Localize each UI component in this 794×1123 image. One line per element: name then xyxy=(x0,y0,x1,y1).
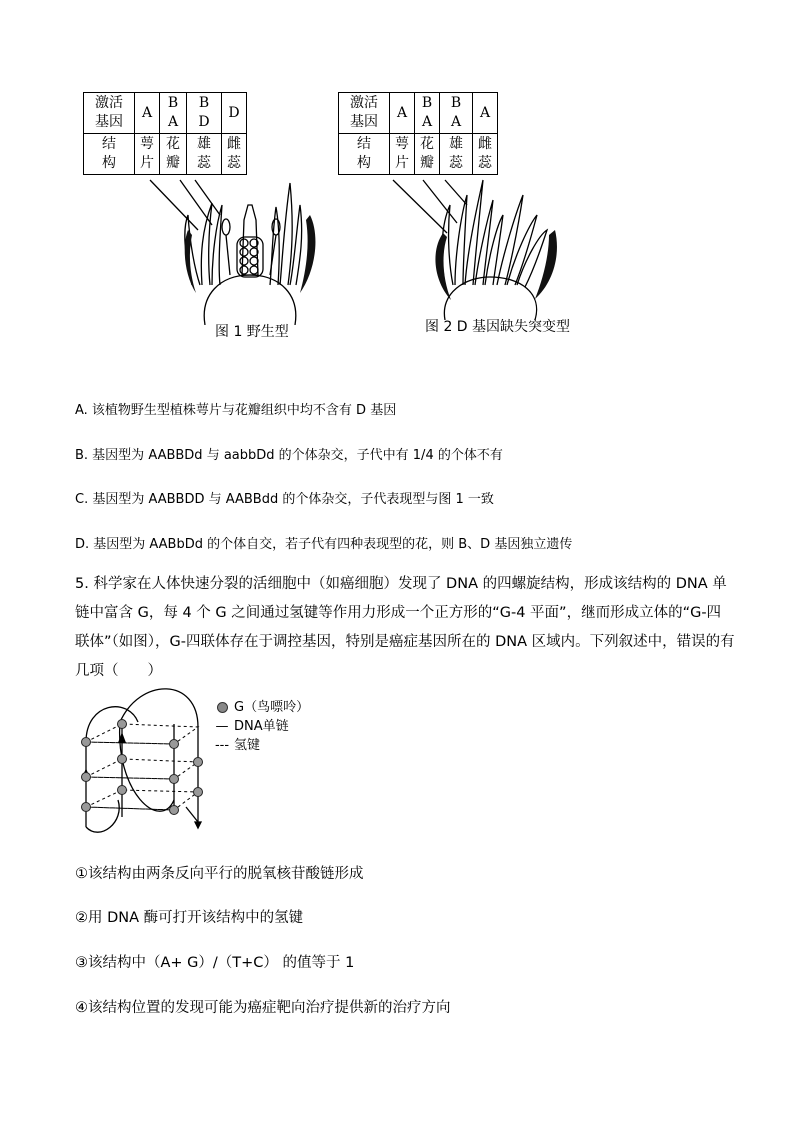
statement-4: ④该结构位置的发现可能为癌症靶向治疗提供新的治疗方向 xyxy=(75,1000,451,1016)
legend-hydrogen-bond xyxy=(214,734,260,753)
mutant-flower-illustration xyxy=(385,175,585,320)
question5-text: 5. 科学家在人体快速分裂的活细胞中（如癌细胞）发现了 DNA 的四螺旋结构，形成该结构的 DNA 单链中富含 G，每 4 个 G 之间通过氢键等作用力形成一个正方形的“G-4 平面”，继而形成立体的“G-四联体”（如图），G-四联体存在于调控基因，特别是癌症基因所在的 DNA 区域内。下列叙述中，错误的有几项（ ） xyxy=(75,576,735,679)
option-b: B. 基因型为 AABBDd 与 aabbDd 的个体杂交，子代中有 1/4 的个体不有 xyxy=(75,448,503,463)
figure2-structure-cell: 雌 蕊 xyxy=(473,134,498,175)
legend-hbond-label: 氢键 xyxy=(234,738,261,753)
dashed-line-icon: --- xyxy=(214,738,230,753)
figure1-caption: 图 1 野生型 xyxy=(215,324,289,340)
statement-2: ②用 DNA 酶可打开该结构中的氢键 xyxy=(75,910,304,926)
legend-guanine-label: G（鸟嘌呤） xyxy=(234,700,310,715)
statement-1: ①该结构由两条反向平行的脱氧核苷酸链形成 xyxy=(75,866,364,882)
g-quadruplex-diagram xyxy=(70,682,210,837)
statement-3: ③该结构中（A+ G）/（T+C） 的值等于 1 xyxy=(75,955,355,971)
figure1-structure-cell: 花 瓣 xyxy=(160,134,187,175)
figure1-row2-header: 结 构 xyxy=(84,134,135,175)
figure2-row1-header: 激活 基因 xyxy=(339,93,390,134)
figure2-gene-cell: A xyxy=(390,93,415,134)
option-c: C. 基因型为 AABBDD 与 AABBdd 的个体杂交，子代表现型与图 1 一致 xyxy=(75,492,494,507)
figure2-structure-cell: 花 瓣 xyxy=(415,134,440,175)
solid-line-icon: — xyxy=(215,719,229,734)
figure2-caption: 图 2 D 基因缺失突变型 xyxy=(425,319,571,335)
figure1-gene-cell: D xyxy=(222,93,247,134)
figure2-table xyxy=(338,92,498,175)
figure1-row1-header: 激活 基因 xyxy=(84,93,135,134)
figure2-gene-cell: A xyxy=(473,93,498,134)
figure1-structure-cell: 雄 蕊 xyxy=(187,134,222,175)
figure1-gene-cell: A xyxy=(135,93,160,134)
figure2-gene-cell: B A xyxy=(440,93,473,134)
guanine-dot-icon xyxy=(217,702,228,713)
figure1-gene-cell: B D xyxy=(187,93,222,134)
figure2-structure-cell: 萼 片 xyxy=(390,134,415,175)
option-a: A. 该植物野生型植株萼片与花瓣组织中均不含有 D 基因 xyxy=(75,403,397,418)
figure2-gene-cell: B A xyxy=(415,93,440,134)
legend-strand-label: DNA单链 xyxy=(234,719,289,734)
figure1-structure-cell: 雌 蕊 xyxy=(222,134,247,175)
figure2-row2-header: 结 构 xyxy=(339,134,390,175)
figure1-table xyxy=(83,92,247,175)
legend-dna-strand xyxy=(214,715,289,734)
wildtype-flower-illustration xyxy=(140,175,340,325)
figure1-gene-cell: B A xyxy=(160,93,187,134)
figure1-structure-cell: 萼 片 xyxy=(135,134,160,175)
legend-guanine xyxy=(214,696,309,715)
option-d: D. 基因型为 AABbDd 的个体自交，若子代有四种表现型的花，则 B、D 基因独立遗传 xyxy=(75,537,573,552)
figure2-structure-cell: 雄 蕊 xyxy=(440,134,473,175)
